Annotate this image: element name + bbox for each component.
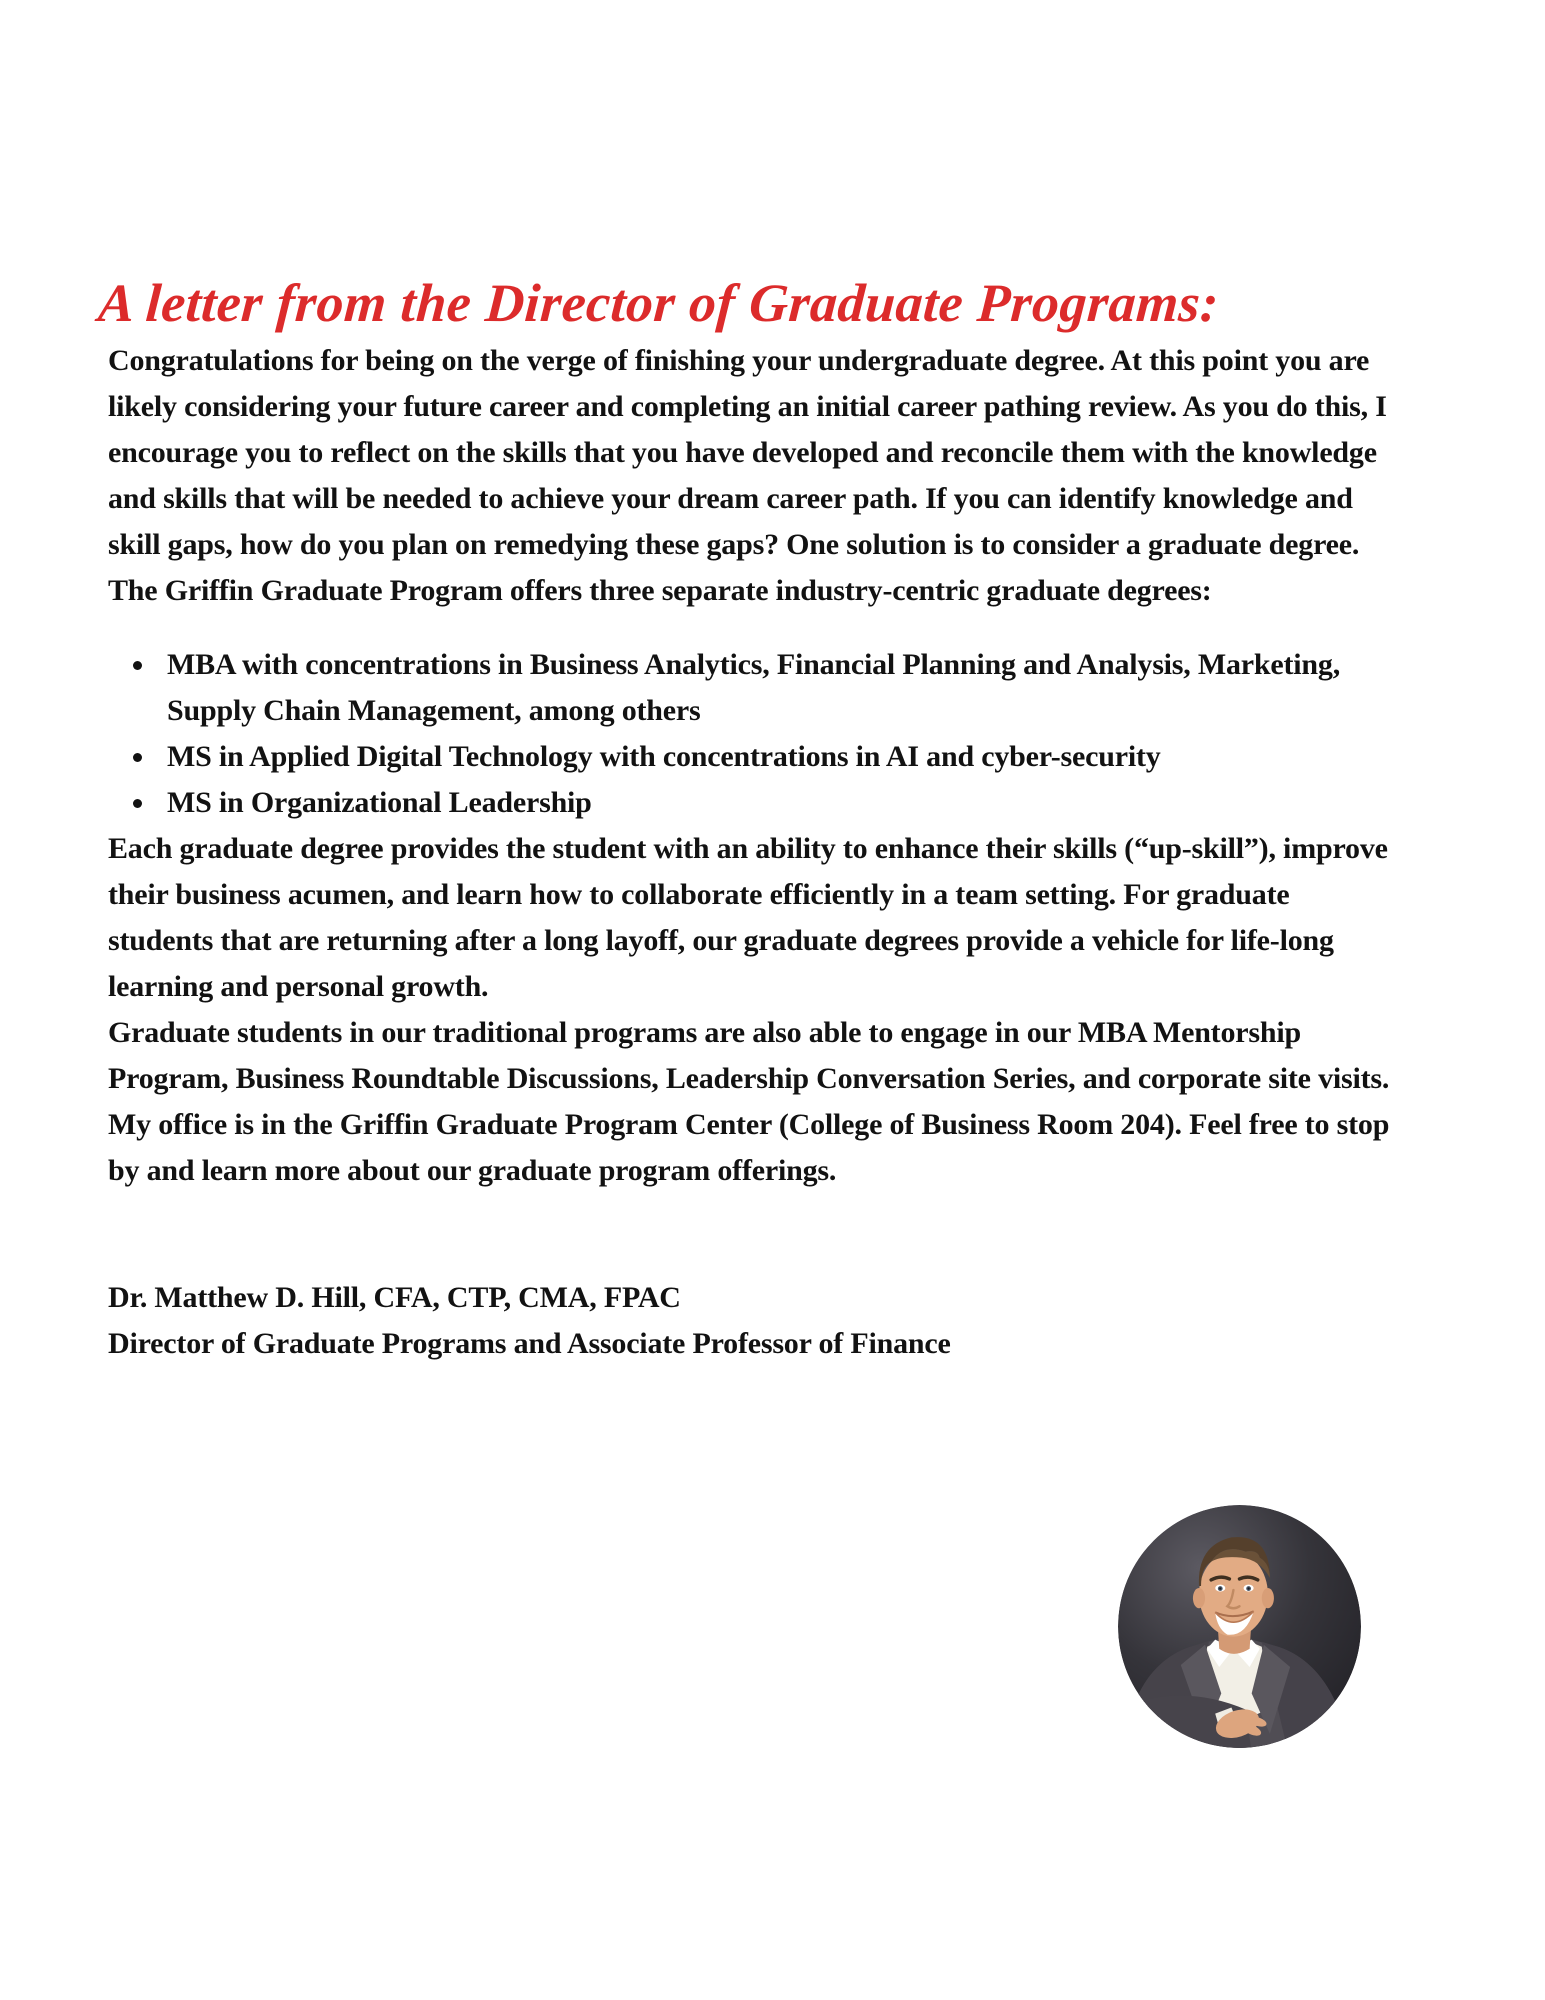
bullet-icon [133,661,142,670]
benefits-paragraph: Each graduate degree provides the student with an ability to enhance their skills (“up-skill”), improve their business acumen, and learn how to collaborate efficiently in a team setting. For graduate students that are returning after a long layoff, our graduate degrees provide a vehicle for life-long learning and personal growth. [108,832,1388,1003]
degree-list-item-text: MS in Organizational Leadership [167,786,592,819]
bullet-icon [133,799,142,808]
degree-list-item [133,734,1393,780]
engagement-paragraph: Graduate students in our traditional programs are also able to engage in our MBA Mentorship Program, Business Roundtable Discussions, Leadership Conversation Series, and corporate site visits. [108,1016,1390,1095]
signature-title: Director of Graduate Programs and Associate Professor of Finance [108,1327,951,1360]
director-headshot-photo [1118,1505,1361,1748]
degree-list-item-text: MBA with concentrations in Business Analytics, Financial Planning and Analysis, Marketing, Supply Chain Management, among others [167,648,1341,727]
signature-block [108,1275,1393,1367]
page-title: A letter from the Director of Graduate Programs: [96,273,1222,333]
bullet-icon [133,753,142,762]
office-paragraph: My office is in the Griffin Graduate Program Center (College of Business Room 204). Feel free to stop by and learn more about our graduate program offerings. [108,1108,1390,1187]
degree-list-item [133,780,1393,826]
intro-paragraph: Congratulations for being on the verge of finishing your undergraduate degree. At this point you are likely considering your future career and completing an initial career pathing review. As you do this, I encourage you to reflect on the skills that you have developed and reconcile them with the knowledge and skills that will be needed to achieve your dream career path. If you can identify knowledge and skill gaps, how do you plan on remedying these gaps? One solution is to consider a graduate degree. The Griffin Graduate Program offers three separate industry-centric graduate degrees: [108,344,1387,607]
degree-list-item-text: MS in Applied Digital Technology with concentrations in AI and cyber-security [167,740,1161,773]
letter-body [108,338,1393,1367]
degree-list-item [133,642,1393,734]
degree-list [108,642,1393,826]
signature-name: Dr. Matthew D. Hill, CFA, CTP, CMA, FPAC [108,1281,681,1314]
